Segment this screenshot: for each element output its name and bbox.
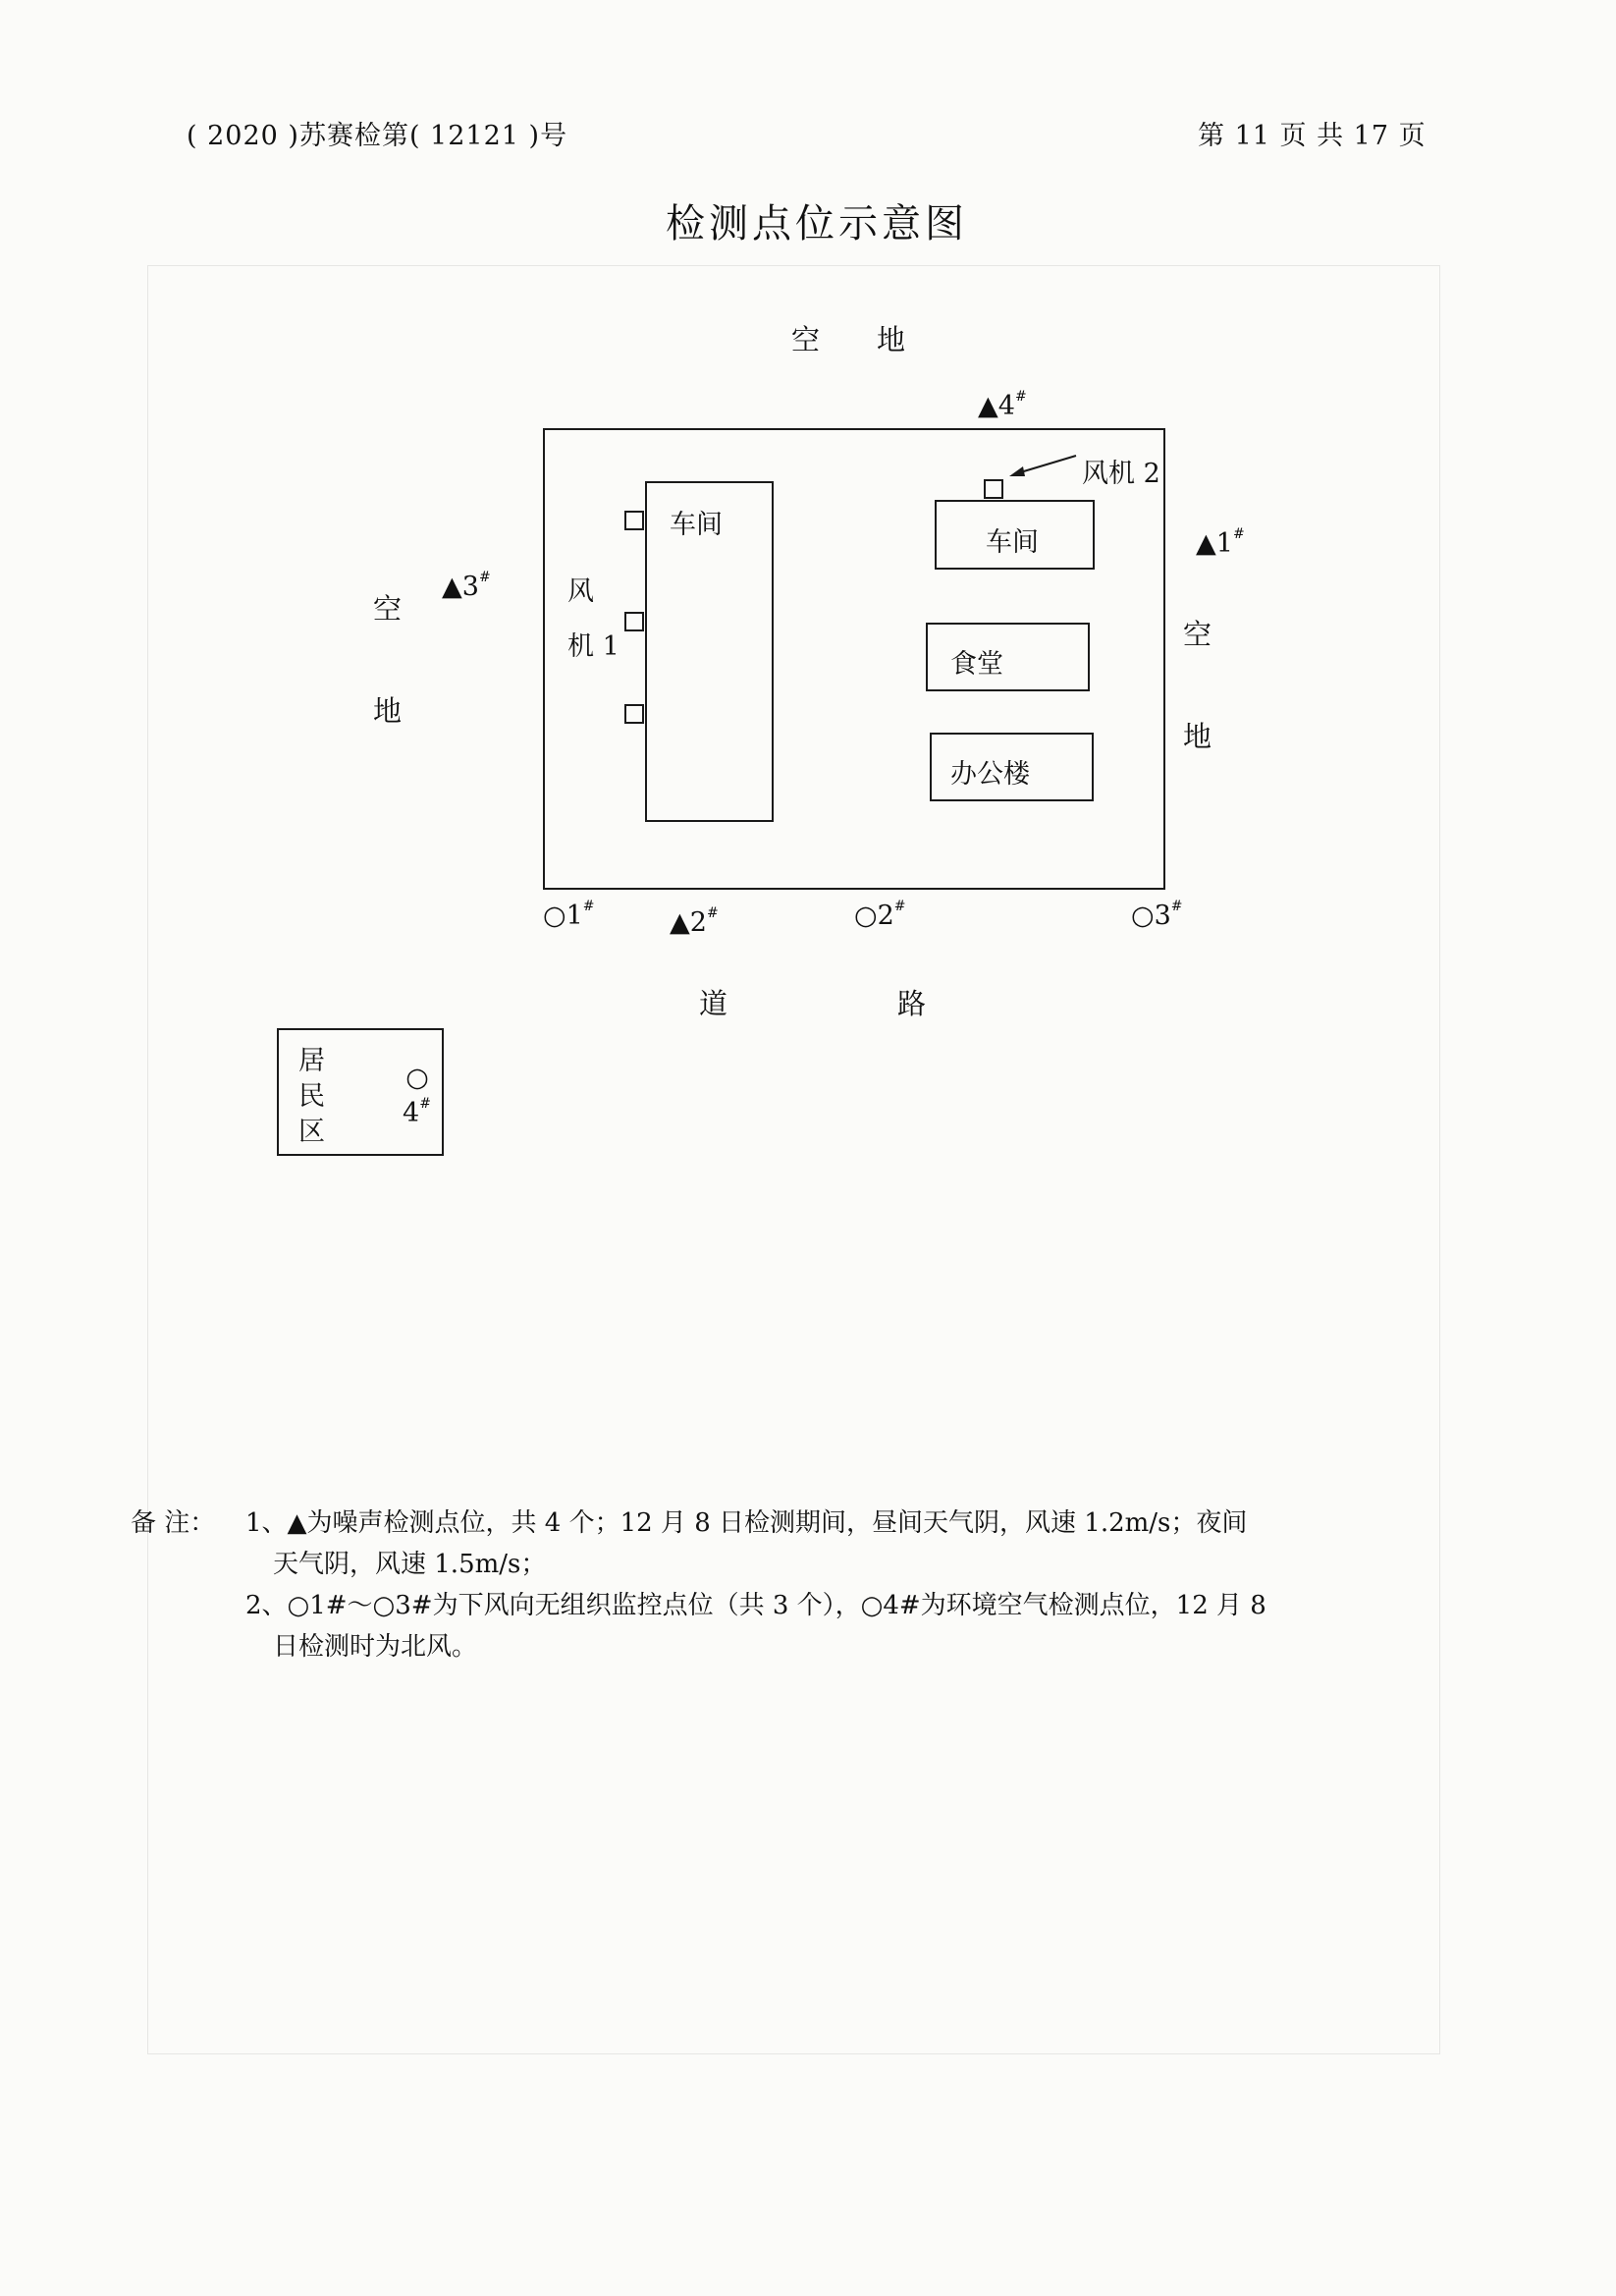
east-vacant-land-label-1: 空: [1183, 618, 1212, 651]
fan-2-label: 风机 2: [1082, 459, 1160, 489]
residential-label-3: 区: [298, 1117, 325, 1147]
point-mark: #: [1170, 899, 1183, 914]
fan-2-pointer-arrow-icon: [1007, 450, 1078, 485]
air-point-2: [854, 901, 905, 931]
triangle-icon: ▲: [1196, 528, 1216, 559]
document-number: ( 2020 )苏赛检第( 12121 )号: [187, 121, 568, 151]
point-mark: #: [1014, 389, 1027, 405]
noise-point-number: 3: [461, 572, 479, 602]
notes-item-1-line-2: 天气阴，风速 1.5m/s；: [273, 1550, 547, 1579]
residential-label-1: 居: [298, 1046, 325, 1076]
air-point-number: 2: [877, 901, 894, 931]
fan-1-label-line1: 风: [567, 576, 594, 607]
office-building-label: 办公楼: [950, 759, 1030, 790]
page-title: 检测点位示意图: [666, 201, 968, 246]
east-vacant-land-label-2: 地: [1183, 720, 1212, 753]
point-mark: #: [419, 1096, 431, 1112]
workshop-1-label: 车间: [670, 510, 723, 540]
noise-point-1: [1196, 528, 1245, 559]
triangle-icon: ▲: [442, 572, 462, 602]
point-mark: #: [1232, 526, 1245, 542]
air-point-4-number: [403, 1098, 431, 1128]
noise-point-3: [442, 572, 491, 602]
point-mark: #: [582, 899, 595, 914]
road-label-2: 路: [897, 987, 927, 1020]
point-mark: #: [893, 899, 906, 914]
canteen-label: 食堂: [950, 649, 1003, 680]
noise-point-number: 4: [997, 391, 1015, 421]
fan-1-square-icon: [624, 511, 644, 530]
page-info: 第 11 页 共 17 页: [1198, 121, 1427, 151]
fan-1-label-line2: 机 1: [567, 631, 619, 662]
noise-point-number: 2: [689, 907, 707, 938]
notes-item-2-line-1: 2、○1#～○3#为下风向无组织监控点位（共 3 个），○4#为环境空气检测点位，12 月 8: [245, 1591, 1266, 1620]
air-point-1: [543, 901, 594, 931]
north-vacant-land-label: 空 地: [791, 323, 906, 356]
noise-point-4: [978, 391, 1027, 421]
noise-point-2: [670, 907, 719, 938]
west-vacant-land-label-2: 地: [373, 694, 403, 728]
air-point-number: 1: [566, 901, 583, 931]
circle-icon: ○: [854, 901, 878, 931]
circle-icon: ○: [543, 901, 566, 931]
road-label-1: 道: [699, 987, 728, 1020]
west-vacant-land-label-1: 空: [373, 592, 403, 626]
circle-icon: ○: [1131, 901, 1155, 931]
fan-1-square-icon: [624, 704, 644, 724]
air-point-number: 4: [403, 1098, 420, 1128]
air-point-3: [1131, 901, 1182, 931]
notes-label: 备 注：: [131, 1508, 216, 1538]
air-point-4: [403, 1063, 432, 1093]
residential-label-2: 民: [298, 1081, 325, 1112]
fan-2-square-icon: [984, 479, 1003, 499]
circle-icon: ○: [405, 1063, 429, 1093]
noise-point-number: 1: [1215, 528, 1233, 559]
triangle-icon: ▲: [670, 907, 690, 938]
triangle-icon: ▲: [978, 391, 998, 421]
notes-item-1-line-1: 1、▲为噪声检测点位，共 4 个；12 月 8 日检测期间，昼间天气阴，风速 1.2m/s；夜间: [245, 1508, 1248, 1538]
fan-1-square-icon: [624, 612, 644, 631]
air-point-number: 3: [1154, 901, 1171, 931]
workshop-2-label: 车间: [986, 527, 1039, 558]
point-mark: #: [478, 570, 491, 585]
point-mark: #: [706, 905, 719, 921]
notes-item-2-line-2: 日检测时为北风。: [273, 1632, 478, 1662]
